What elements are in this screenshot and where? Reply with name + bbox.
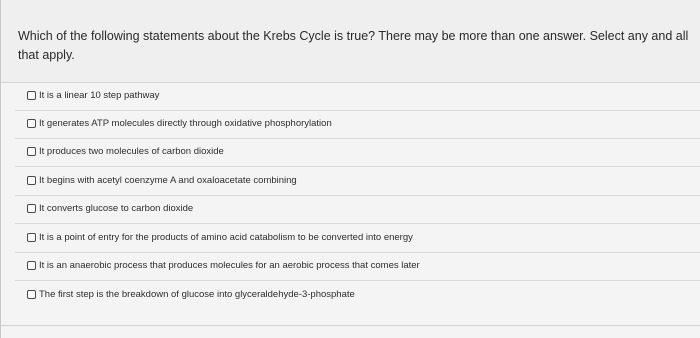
checkbox[interactable] (27, 261, 36, 270)
checkbox[interactable] (27, 290, 36, 299)
option-row[interactable] (15, 225, 700, 253)
checkbox[interactable] (27, 176, 36, 185)
divider (1, 325, 700, 326)
option-label: It is a linear 10 step pathway (39, 90, 160, 101)
question-text: Which of the following statements about the Krebs Cycle is true? There may be more than one answer. Select any and all that apply. (18, 29, 689, 62)
checkbox[interactable] (27, 233, 36, 242)
option-label: It produces two molecules of carbon dioxide (39, 146, 224, 157)
option-row[interactable] (15, 83, 700, 111)
option-row[interactable] (15, 253, 700, 281)
checkbox[interactable] (27, 204, 36, 213)
option-label: It is a point of entry for the products of amino acid catabolism to be converted into energy (39, 232, 413, 243)
option-label: The first step is the breakdown of glucose into glyceraldehyde-3-phosphate (39, 289, 355, 300)
option-label: It is an anaerobic process that produces molecules for an aerobic process that comes later (39, 260, 420, 271)
option-row[interactable] (15, 168, 700, 196)
checkbox[interactable] (27, 147, 36, 156)
option-row[interactable] (15, 111, 700, 139)
checkbox[interactable] (27, 119, 36, 128)
option-label: It begins with acetyl coenzyme A and oxaloacetate combining (39, 175, 297, 186)
option-label: It converts glucose to carbon dioxide (39, 203, 194, 214)
option-label: It generates ATP molecules directly through oxidative phosphorylation (39, 118, 332, 129)
option-row[interactable] (15, 282, 700, 310)
option-row[interactable] (15, 139, 700, 167)
option-row[interactable] (15, 196, 700, 224)
checkbox[interactable] (27, 91, 36, 100)
question-header (1, 0, 700, 83)
